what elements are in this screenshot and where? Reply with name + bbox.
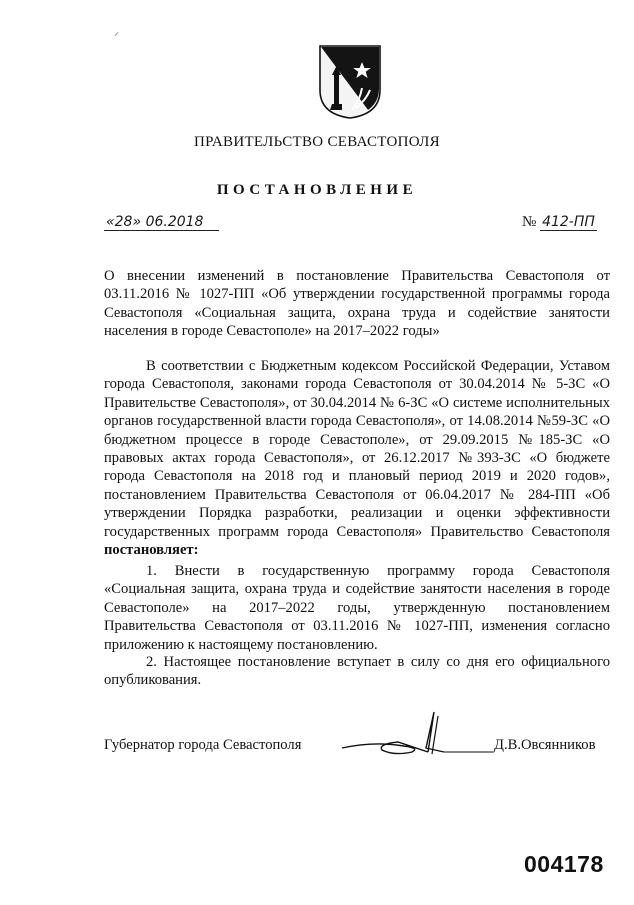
date-close-quote: » (132, 214, 142, 230)
scan-mark: ⸝ (114, 27, 119, 38)
resolves-keyword: постановляет: (104, 542, 199, 559)
number-prefix: № (522, 214, 537, 230)
date-open-quote: « (106, 214, 115, 230)
document-number (522, 214, 597, 231)
resolution-item-1: 1. Внести в государственную программу города Севастополя «Социальная защита, охрана труда и содействие занятости населения в городе Севастополе» на 2017–2022 годы, утвержденную постановлением Правительства Севастополя от 03.11.2016 № 1027-ПП, изменения согласно приложению к настоящему постановлению. (104, 563, 610, 653)
signatory-title: Губернатор города Севастополя (104, 737, 302, 753)
date-month-year: 06.2018 (145, 214, 204, 230)
sevastopol-coat-of-arms-icon (318, 44, 382, 120)
handwritten-signature (334, 708, 494, 760)
document-subject: О внесении изменений в постановление Правительства Севастополя от 03.11.2016 № 1027-ПП «Об утверждении государственной программы города Севастополя «Социальная защита, охрана труда и содействие занятости населения в городе Севастополе» на 2017–2022 годы» (104, 268, 610, 340)
resolution-item-2: 2. Настоящее постановление вступает в силу со дня его официального опубликования. (104, 654, 610, 689)
serial-number: 004178 (524, 851, 604, 877)
document-type-title: ПОСТАНОВЛЕНИЕ (216, 182, 418, 198)
organization-name: ПРАВИТЕЛЬСТВО СЕВАСТОПОЛЯ (194, 134, 440, 150)
date-day: 28 (114, 214, 133, 230)
number-value: 412-ПП (542, 214, 595, 230)
signatory-name: Д.В.Овсянников (494, 737, 596, 753)
date-field (104, 214, 219, 231)
legal-basis-paragraph (104, 357, 610, 559)
document-date (104, 214, 219, 231)
legal-basis-text: В соответствии с Бюджетным кодексом Российской Федерации, Уставом города Севастополя, законами города Севастополя от 30.04.2014 № 5-ЗС «О Правительстве Севастополя», от 30.04.2014 № 6-ЗС «О системе исполнительных органов государственной власти города Севастополя», от 14.08.2014 №59-ЗС «О бюджетном процессе в городе Севастополе», от 29.09.2015 №185-ЗС «О правовых актах города Севастополя», от 26.12.2017 №393-ЗС «О бюджете города Севастополя на 2018 год и плановый период 2019 и 2020 годов», постановлением Правительства Севастополя от 06.04.2017 № 284-ПП «Об утверждении Порядка разработки, реализации и оценки эффективности государственных программ города Севастополя» Правительство Севастополя (104, 358, 610, 540)
